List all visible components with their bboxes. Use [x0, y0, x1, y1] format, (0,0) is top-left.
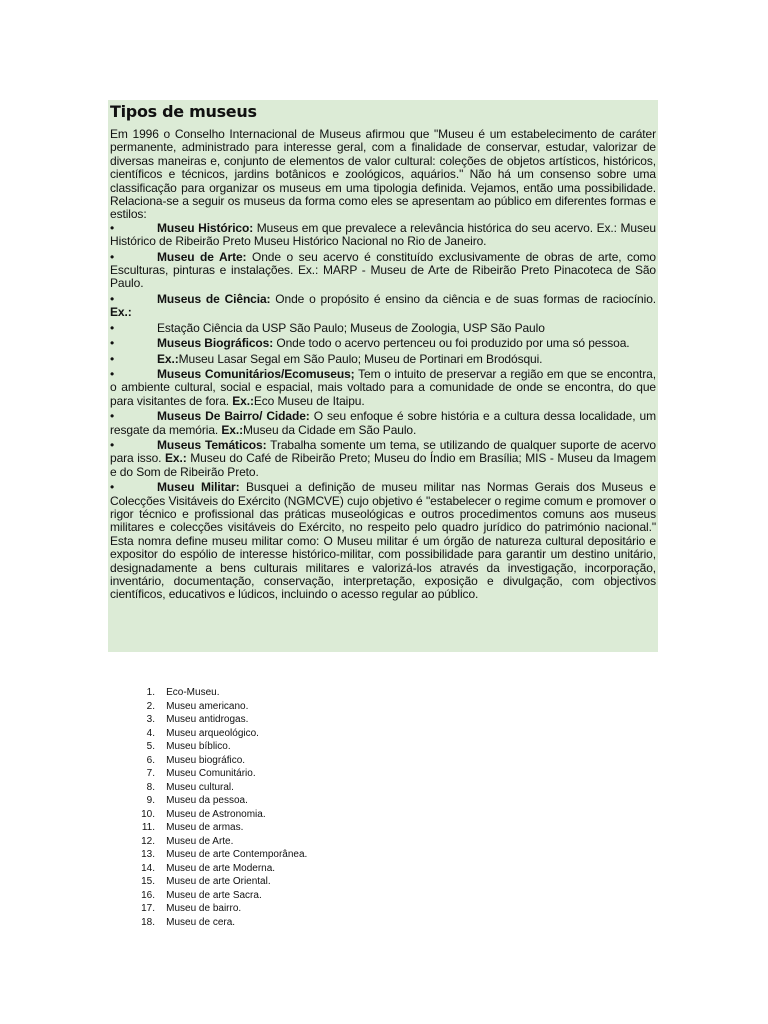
list-label: Museu de Arte. — [166, 835, 234, 847]
list-label: Museu americano. — [166, 700, 249, 712]
bullet-icon: • — [110, 249, 115, 264]
list-number: 8. — [146, 781, 155, 793]
list-label: Eco-Museu. — [166, 687, 220, 698]
list-number: 13. — [141, 849, 155, 860]
bullet-text: Busquei a definição de museu militar nas Normas Gerais dos Museus e Colecções Visitáveis do Exército (NGMCVE) cujo objetivo é "estabelecer o regime comum e promover o rigor técnico e profissional das práticas museológicas e outros procedimentos comuns aos museus militares e colecções visitáveis do Exército, no respeito pelo quadro jurídico do património nacional." Esta nomra define museu militar como: O Museu militar é um órgão de natureza cultural depositário e expositor do espólio de interesse histórico-militar, com possibilidade para garantir um destino unitário, designadamente a bens culturais militares e valorizá-los através da investigação, incorporação, inventário, documentação, conservação, interpretação, exposição e divulgação, com objectivos científicos, educativos e lúdicos, incluindo o acesso regular ao público. — [110, 480, 656, 602]
bullet-icon: • — [110, 220, 115, 235]
bullet-bold: Ex.: — [221, 422, 243, 437]
bullet-bold: Ex.: — [110, 305, 132, 320]
list-item — [130, 808, 307, 822]
bullet-item — [110, 251, 656, 291]
bullet-icon: • — [110, 409, 115, 424]
list-number: 2. — [146, 700, 155, 712]
list-label: Museu bíblico. — [166, 741, 231, 752]
bullet-text: Museu Lasar Segal em São Paulo; Museu de Portinari em Brodósqui. — [178, 351, 543, 366]
bullet-item — [110, 481, 656, 602]
list-item — [130, 686, 307, 700]
bullet-text: Museus em que prevalece a relevância histórica do seu acervo. Ex.: Museu Histórico de Ribeirão Preto Museu Histórico Nacional no Rio de Janeiro. — [110, 220, 656, 249]
list-item — [130, 862, 307, 876]
bullet-bold: Ex.: — [157, 351, 179, 366]
bullet-text: Onde todo o acervo pertenceu ou foi produzido por uma só pessoa. — [273, 336, 630, 351]
list-label: Museu de arte Contemporânea. — [166, 849, 308, 860]
list-number: 14. — [141, 862, 155, 874]
section-title: Tipos de museus — [110, 102, 257, 121]
list-number: 16. — [141, 889, 155, 901]
bullet-icon: • — [110, 291, 115, 306]
bullet-icon: • — [110, 336, 115, 351]
list-label: Museu de armas. — [166, 822, 244, 833]
intro-paragraph: Em 1996 o Conselho Internacional de Museus afirmou que "Museu é um estabelecimento de caráter permanente, administrado para interesse geral, com a finalidade de conservar, estudar, valorizar de diversas maneiras e, conjunto de elementos de valor cultural: coleções de objetos artísticos, históricos, científicos e técnicos, jardins botânicos e zoológicos, aquários." Não há um consenso sobre uma classificação para organizar os museus em uma tipologia definida. Vejamos, então uma possibilidade. Relaciona-se a seguir os museus da forma como eles se apresentam ao público em diferentes formas e estilos: — [110, 127, 656, 222]
list-label: Museu de bairro. — [166, 903, 242, 914]
bullet-item — [110, 322, 656, 335]
bullet-text: Museu do Café de Ribeirão Preto; Museu do Índio em Brasília; MIS - Museu da Imagem e do Som de Ribeirão Preto. — [110, 451, 656, 479]
list-item — [130, 916, 307, 930]
list-item — [130, 821, 307, 835]
list-item — [130, 848, 307, 862]
bullet-item — [110, 410, 656, 437]
list-item — [130, 889, 307, 903]
list-number: 4. — [146, 727, 155, 739]
list-label: Museu de arte Moderna. — [166, 862, 276, 874]
bullet-bold: Museus de Ciência: — [157, 291, 271, 306]
bullet-bold: Museu Militar: — [157, 480, 240, 495]
museum-types-section — [108, 100, 658, 652]
bullet-icon: • — [110, 351, 115, 366]
bullet-bold: Museu de Arte: — [157, 249, 247, 264]
list-label: Museu de cera. — [166, 916, 236, 928]
list-item — [130, 767, 307, 781]
list-number: 1. — [146, 687, 155, 698]
bullet-item — [110, 439, 656, 479]
list-label: Museu cultural. — [166, 781, 234, 793]
bullet-bold: Ex.: — [232, 393, 254, 408]
bullet-text: Museu da Cidade em São Paulo. — [243, 422, 417, 437]
list-number: 6. — [146, 754, 155, 766]
bullet-text: Tem o intuito de preservar a região em que se encontra, o ambiente cultural, social e espacial, mais voltado para a comunidade de onde se encontra, do que para visitantes de fora. — [110, 366, 656, 408]
list-item — [130, 902, 307, 916]
list-item — [130, 754, 307, 768]
list-label: Museu biográfico. — [166, 754, 246, 766]
list-number: 17. — [141, 903, 155, 914]
bullet-item — [110, 337, 656, 350]
bullet-text: Onde o seu acervo é constituído exclusivamente de obras de arte, como Esculturas, pinturas e instalações. Ex.: MARP - Museu de Arte de Ribeirão Preto Pinacoteca de São Paulo. — [110, 249, 656, 291]
bullet-icon: • — [110, 366, 115, 381]
list-label: Museu arqueológico. — [166, 727, 259, 739]
list-item — [130, 875, 307, 889]
list-label: Museu antidrogas. — [166, 714, 249, 725]
list-number: 12. — [141, 835, 155, 847]
list-item — [130, 794, 307, 808]
bullet-bold: Ex.: — [165, 451, 187, 466]
museum-numbered-list — [130, 686, 307, 929]
list-number: 5. — [146, 741, 155, 752]
list-label: Museu da pessoa. — [166, 795, 248, 806]
bullet-text: Onde o propósito é ensino da ciência e de suas formas de raciocínio. — [270, 291, 657, 306]
list-item — [130, 835, 307, 849]
bullet-item — [110, 222, 656, 249]
list-item — [130, 781, 307, 795]
bullet-bold: Museus Temáticos: — [157, 437, 267, 452]
bullet-bold: Museus Biográficos: — [157, 336, 274, 351]
bullet-item — [110, 293, 656, 320]
bullet-text: Estação Ciência da USP São Paulo; Museus de Zoologia, USP São Paulo — [157, 320, 545, 335]
list-item — [130, 727, 307, 741]
list-label: Museu de Astronomia. — [166, 808, 266, 820]
list-number: 15. — [141, 876, 155, 887]
list-number: 3. — [146, 714, 155, 725]
bullet-text: Trabalha somente um tema, se utilizando de qualquer suporte de acervo para isso. — [110, 437, 656, 466]
list-label: Museu de arte Oriental. — [166, 876, 271, 887]
list-number: 11. — [141, 822, 155, 833]
list-number: 7. — [146, 768, 155, 779]
bullet-item — [110, 368, 656, 408]
list-number: 9. — [146, 795, 155, 806]
list-number: 18. — [141, 916, 155, 928]
bullet-icon: • — [110, 320, 115, 335]
list-item — [130, 740, 307, 754]
bullet-icon: • — [110, 480, 115, 495]
bullet-bold: Museus Comunitários/Ecomuseus; — [157, 366, 355, 381]
bullet-text: Eco Museu de Itaipu. — [253, 393, 365, 408]
bullet-bold: Museu Histórico: — [157, 220, 254, 235]
bullet-bold: Museus De Bairro/ Cidade: — [157, 409, 310, 424]
list-number: 10. — [141, 808, 155, 820]
bullet-item — [110, 353, 656, 366]
list-item — [130, 713, 307, 727]
bullet-icon: • — [110, 437, 115, 452]
list-label: Museu Comunitário. — [166, 768, 256, 779]
list-item — [130, 700, 307, 714]
bullet-text: O seu enfoque é sobre história e a cultura dessa localidade, um resgate da memória. — [110, 409, 656, 437]
list-label: Museu de arte Sacra. — [166, 889, 262, 901]
